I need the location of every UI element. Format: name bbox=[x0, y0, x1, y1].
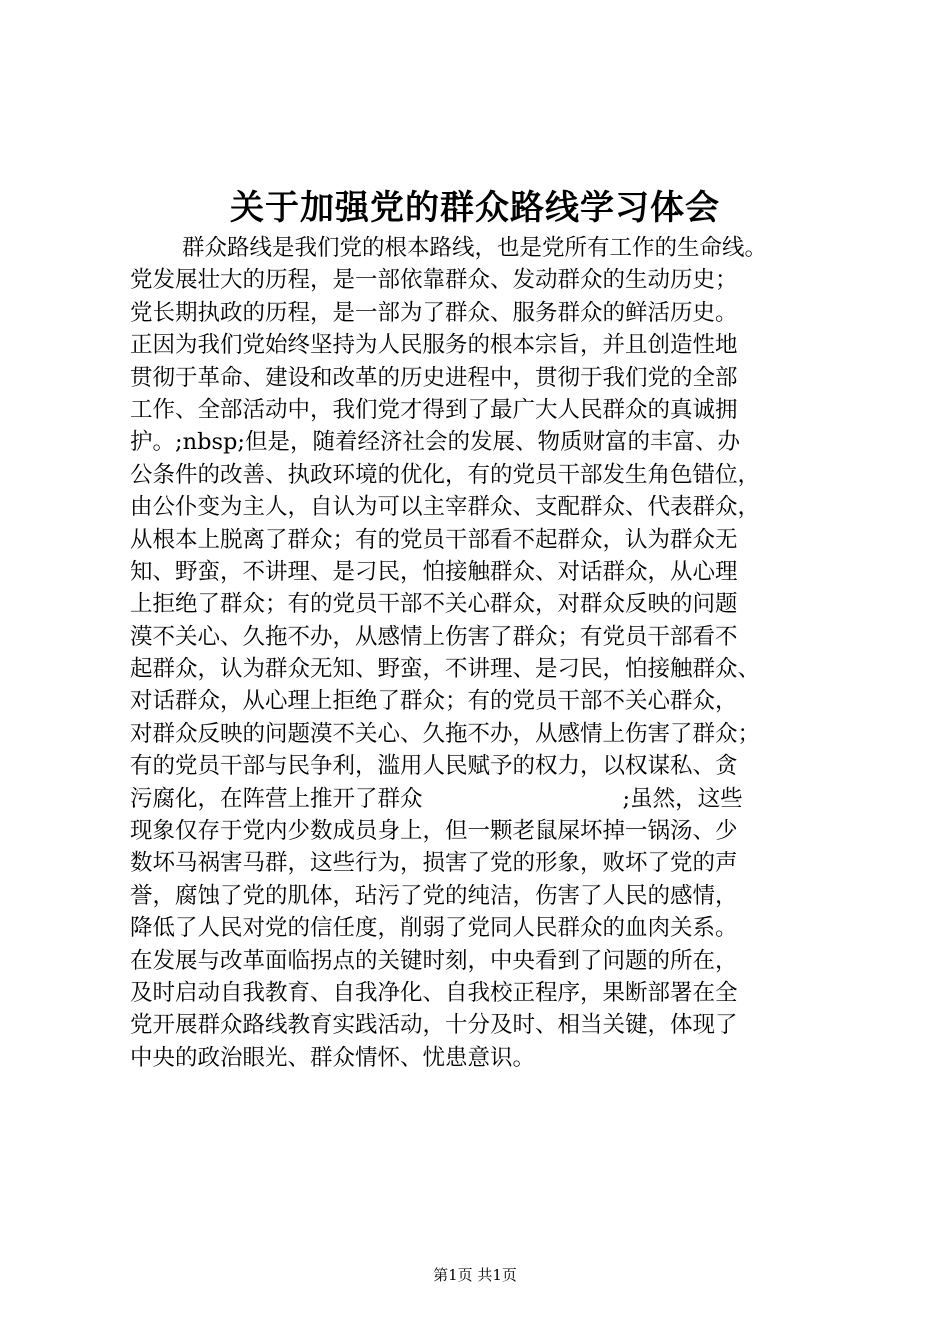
paragraph-line: 护。;nbsp;但是，随着经济社会的发展、物质财富的丰富、办 bbox=[130, 429, 741, 456]
paragraph-line-with-gap bbox=[130, 783, 835, 815]
paragraph-line: 数坏马祸害马群，这些行为，损害了党的形象，败坏了党的声 bbox=[130, 850, 738, 877]
document-title: 关于加强党的群众路线学习体会 bbox=[230, 188, 720, 228]
document-body bbox=[130, 232, 835, 1074]
paragraph-line: 漠不关心、久拖不办，从感情上伤害了群众；有党员干部看不 bbox=[130, 623, 738, 650]
paragraph-line: 对话群众，从心理上拒绝了群众；有的党员干部不关心群众， bbox=[130, 688, 738, 715]
paragraph-line: 有的党员干部与民争利，滥用人民赋予的权力，以权谋私、贪 bbox=[130, 753, 738, 780]
page-footer: 第1页 共1页 bbox=[433, 1266, 517, 1284]
paragraph-line: 上拒绝了群众；有的党员干部不关心群众，对群众反映的问题 bbox=[130, 591, 738, 618]
paragraph-line: 现象仅存于党内少数成员身上，但一颗老鼠屎坏掉一锅汤、少 bbox=[130, 818, 738, 845]
paragraph-line: 降低了人民对党的信任度，削弱了党同人民群众的血肉关系。 bbox=[130, 915, 738, 942]
paragraph-line: 群众路线是我们党的根本路线，也是党所有工作的生命线。 bbox=[182, 235, 768, 261]
paragraph-line: 从根本上脱离了群众；有的党员干部看不起群众，认为群众无 bbox=[130, 526, 738, 553]
paragraph-line: 党长期执政的历程，是一部为了群众、服务群众的鲜活历史。 bbox=[130, 299, 738, 326]
paragraph-line: 中央的政治眼光、群众情怀、忧患意识。 bbox=[130, 1044, 536, 1071]
paragraph-line: 工作、全部活动中，我们党才得到了最广大人民群众的真诚拥 bbox=[130, 396, 738, 423]
paragraph-line: 在发展与改革面临拐点的关键时刻，中央看到了问题的所在， bbox=[130, 947, 738, 974]
paragraph-line: 公条件的改善、执政环境的优化，有的党员干部发生角色错位， bbox=[130, 461, 761, 488]
paragraph-line: 贯彻于革命、建设和改革的历史进程中，贯彻于我们党的全部 bbox=[130, 364, 738, 391]
paragraph-line: 对群众反映的问题漠不关心、久拖不办，从感情上伤害了群众； bbox=[130, 720, 761, 747]
paragraph-line: 党开展群众路线教育实践活动，十分及时、相当关键，体现了 bbox=[130, 1012, 738, 1039]
paragraph-line: 正因为我们党始终坚持为人民服务的根本宗旨，并且创造性地 bbox=[130, 332, 738, 359]
paragraph-line: 起群众，认为群众无知、野蛮，不讲理、是刁民，怕接触群众、 bbox=[130, 656, 761, 683]
paragraph-line: 知、野蛮，不讲理、是刁民，怕接触群众、对话群众，从心理 bbox=[130, 558, 738, 585]
paragraph-line: 及时启动自我教育、自我净化、自我校正程序，果断部署在全 bbox=[130, 979, 738, 1006]
paragraph-line: 誉，腐蚀了党的肌体，玷污了党的纯洁，伤害了人民的感情， bbox=[130, 882, 738, 909]
paragraph-line: 由公仆变为主人，自认为可以主宰群众、支配群众、代表群众， bbox=[130, 494, 761, 521]
line-segment-start: 污腐化，在阵营上推开了群众 bbox=[130, 785, 423, 812]
line-segment-end: ;虽然，这些 bbox=[622, 785, 743, 812]
paragraph-line: 党发展壮大的历程，是一部依靠群众、发动群众的生动历史； bbox=[130, 267, 738, 294]
